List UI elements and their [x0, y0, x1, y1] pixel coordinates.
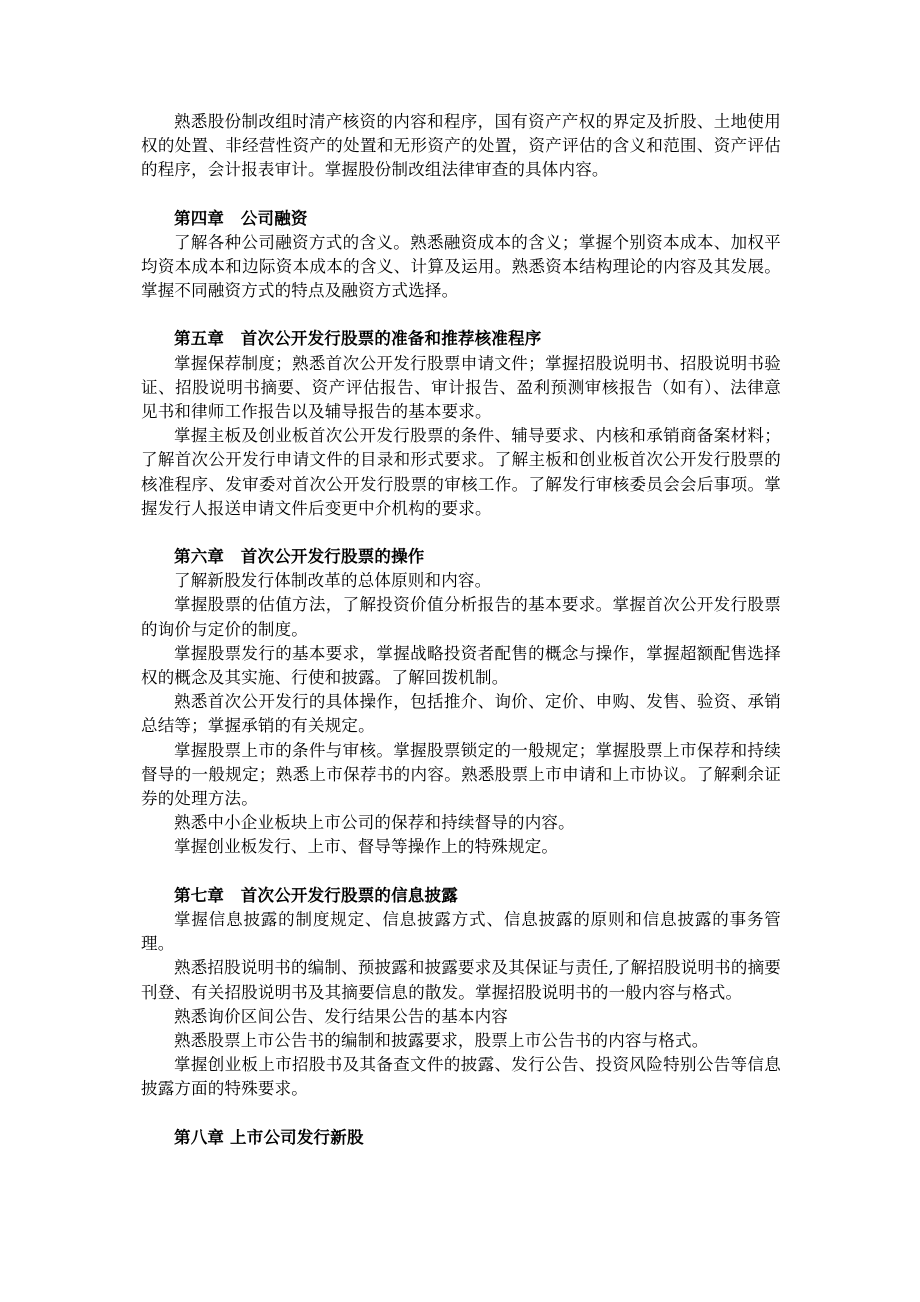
- body-paragraph: 熟悉首次公开发行的具体操作，包括推介、询价、定价、申购、发售、验资、承销总结等；掌握承销的有关规定。: [141, 692, 781, 736]
- chapter-section: [141, 110, 781, 183]
- chapter-section: [141, 884, 781, 1102]
- body-paragraph: 掌握股票发行的基本要求，掌握战略投资者配售的概念与操作，掌握超额配售选择权的概念及其实施、行使和披露。了解回拨机制。: [141, 643, 781, 688]
- body-paragraph: 了解各种公司融资方式的含义。熟悉融资成本的含义；掌握个别资本成本、加权平均资本成本和边际资本成本的含义、计算及运用。熟悉资本结构理论的内容及其发展。掌握不同融资方式的特点及融资方式选择。: [141, 232, 781, 301]
- document-page: [141, 110, 781, 1150]
- body-paragraph: 掌握保荐制度；熟悉首次公开发行股票申请文件；掌握招股说明书、招股说明书验证、招股说明书摘要、资产评估报告、审计报告、盈利预测审核报告（如有）、法律意见书和律师工作报告以及辅导报告的基本要求。: [141, 353, 781, 422]
- body-paragraph: 熟悉中小企业板块上市公司的保荐和持续督导的内容。: [174, 813, 575, 833]
- body-paragraph: 了解新股发行体制改革的总体原则和内容。: [174, 571, 492, 591]
- body-paragraph: 熟悉招股说明书的编制、预披露和披露要求及其保证与责任,了解招股说明书的摘要刊登、有关招股说明书及其摘要信息的散发。掌握招股说明书的一般内容与格式。: [141, 958, 781, 1002]
- body-paragraph: 掌握股票上市的条件与审核。掌握股票锁定的一般规定；掌握股票上市保荐和持续督导的一般规定；熟悉上市保荐书的内容。熟悉股票上市申请和上市协议。了解剩余证券的处理方法。: [141, 740, 781, 809]
- chapter-heading: 第八章 上市公司发行新股: [174, 1127, 364, 1147]
- body-paragraph: 掌握信息披露的制度规定、信息披露方式、信息披露的原则和信息披露的事务管理。: [141, 909, 781, 954]
- body-paragraph: 熟悉询价区间公告、发行结果公告的基本内容: [174, 1006, 508, 1026]
- chapter-heading: 第四章 公司融资: [174, 208, 308, 228]
- body-paragraph: 掌握创业板上市招股书及其备查文件的披露、发行公告、投资风险特别公告等信息披露方面的特殊要求。: [141, 1055, 781, 1099]
- chapter-section: [141, 545, 781, 860]
- body-paragraph: 熟悉股份制改组时清产核资的内容和程序，国有资产产权的界定及折股、土地使用权的处置、非经营性资产的处置和无形资产的处置，资产评估的含义和范围、资产评估的程序，会计报表审计。掌握股份制改组法律审查的具体内容。: [141, 112, 781, 180]
- chapter-section: [141, 1126, 781, 1150]
- chapter-section: [141, 327, 781, 521]
- chapter-heading: 第六章 首次公开发行股票的操作: [174, 547, 425, 567]
- body-paragraph: 熟悉股票上市公告书的编制和披露要求，股票上市公告书的内容与格式。: [174, 1030, 709, 1050]
- body-paragraph: 掌握创业板发行、上市、督导等操作上的特殊规定。: [174, 837, 559, 857]
- chapter-section: [141, 207, 781, 304]
- body-paragraph: 掌握主板及创业板首次公开发行股票的条件、辅导要求、内核和承销商备案材料；了解首次公开发行申请文件的目录和形式要求。了解主板和创业板首次公开发行股票的核准程序、发审委对首次公开发行股票的审核工作。了解发行审核委员会会后事项。掌握发行人报送申请文件后变更中介机构的要求。: [141, 426, 781, 518]
- chapter-heading: 第五章 首次公开发行股票的准备和推荐核准程序: [174, 329, 542, 349]
- body-paragraph: 掌握股票的估值方法，了解投资价值分析报告的基本要求。掌握首次公开发行股票的询价与定价的制度。: [141, 595, 781, 639]
- chapter-heading: 第七章 首次公开发行股票的信息披露: [174, 885, 458, 905]
